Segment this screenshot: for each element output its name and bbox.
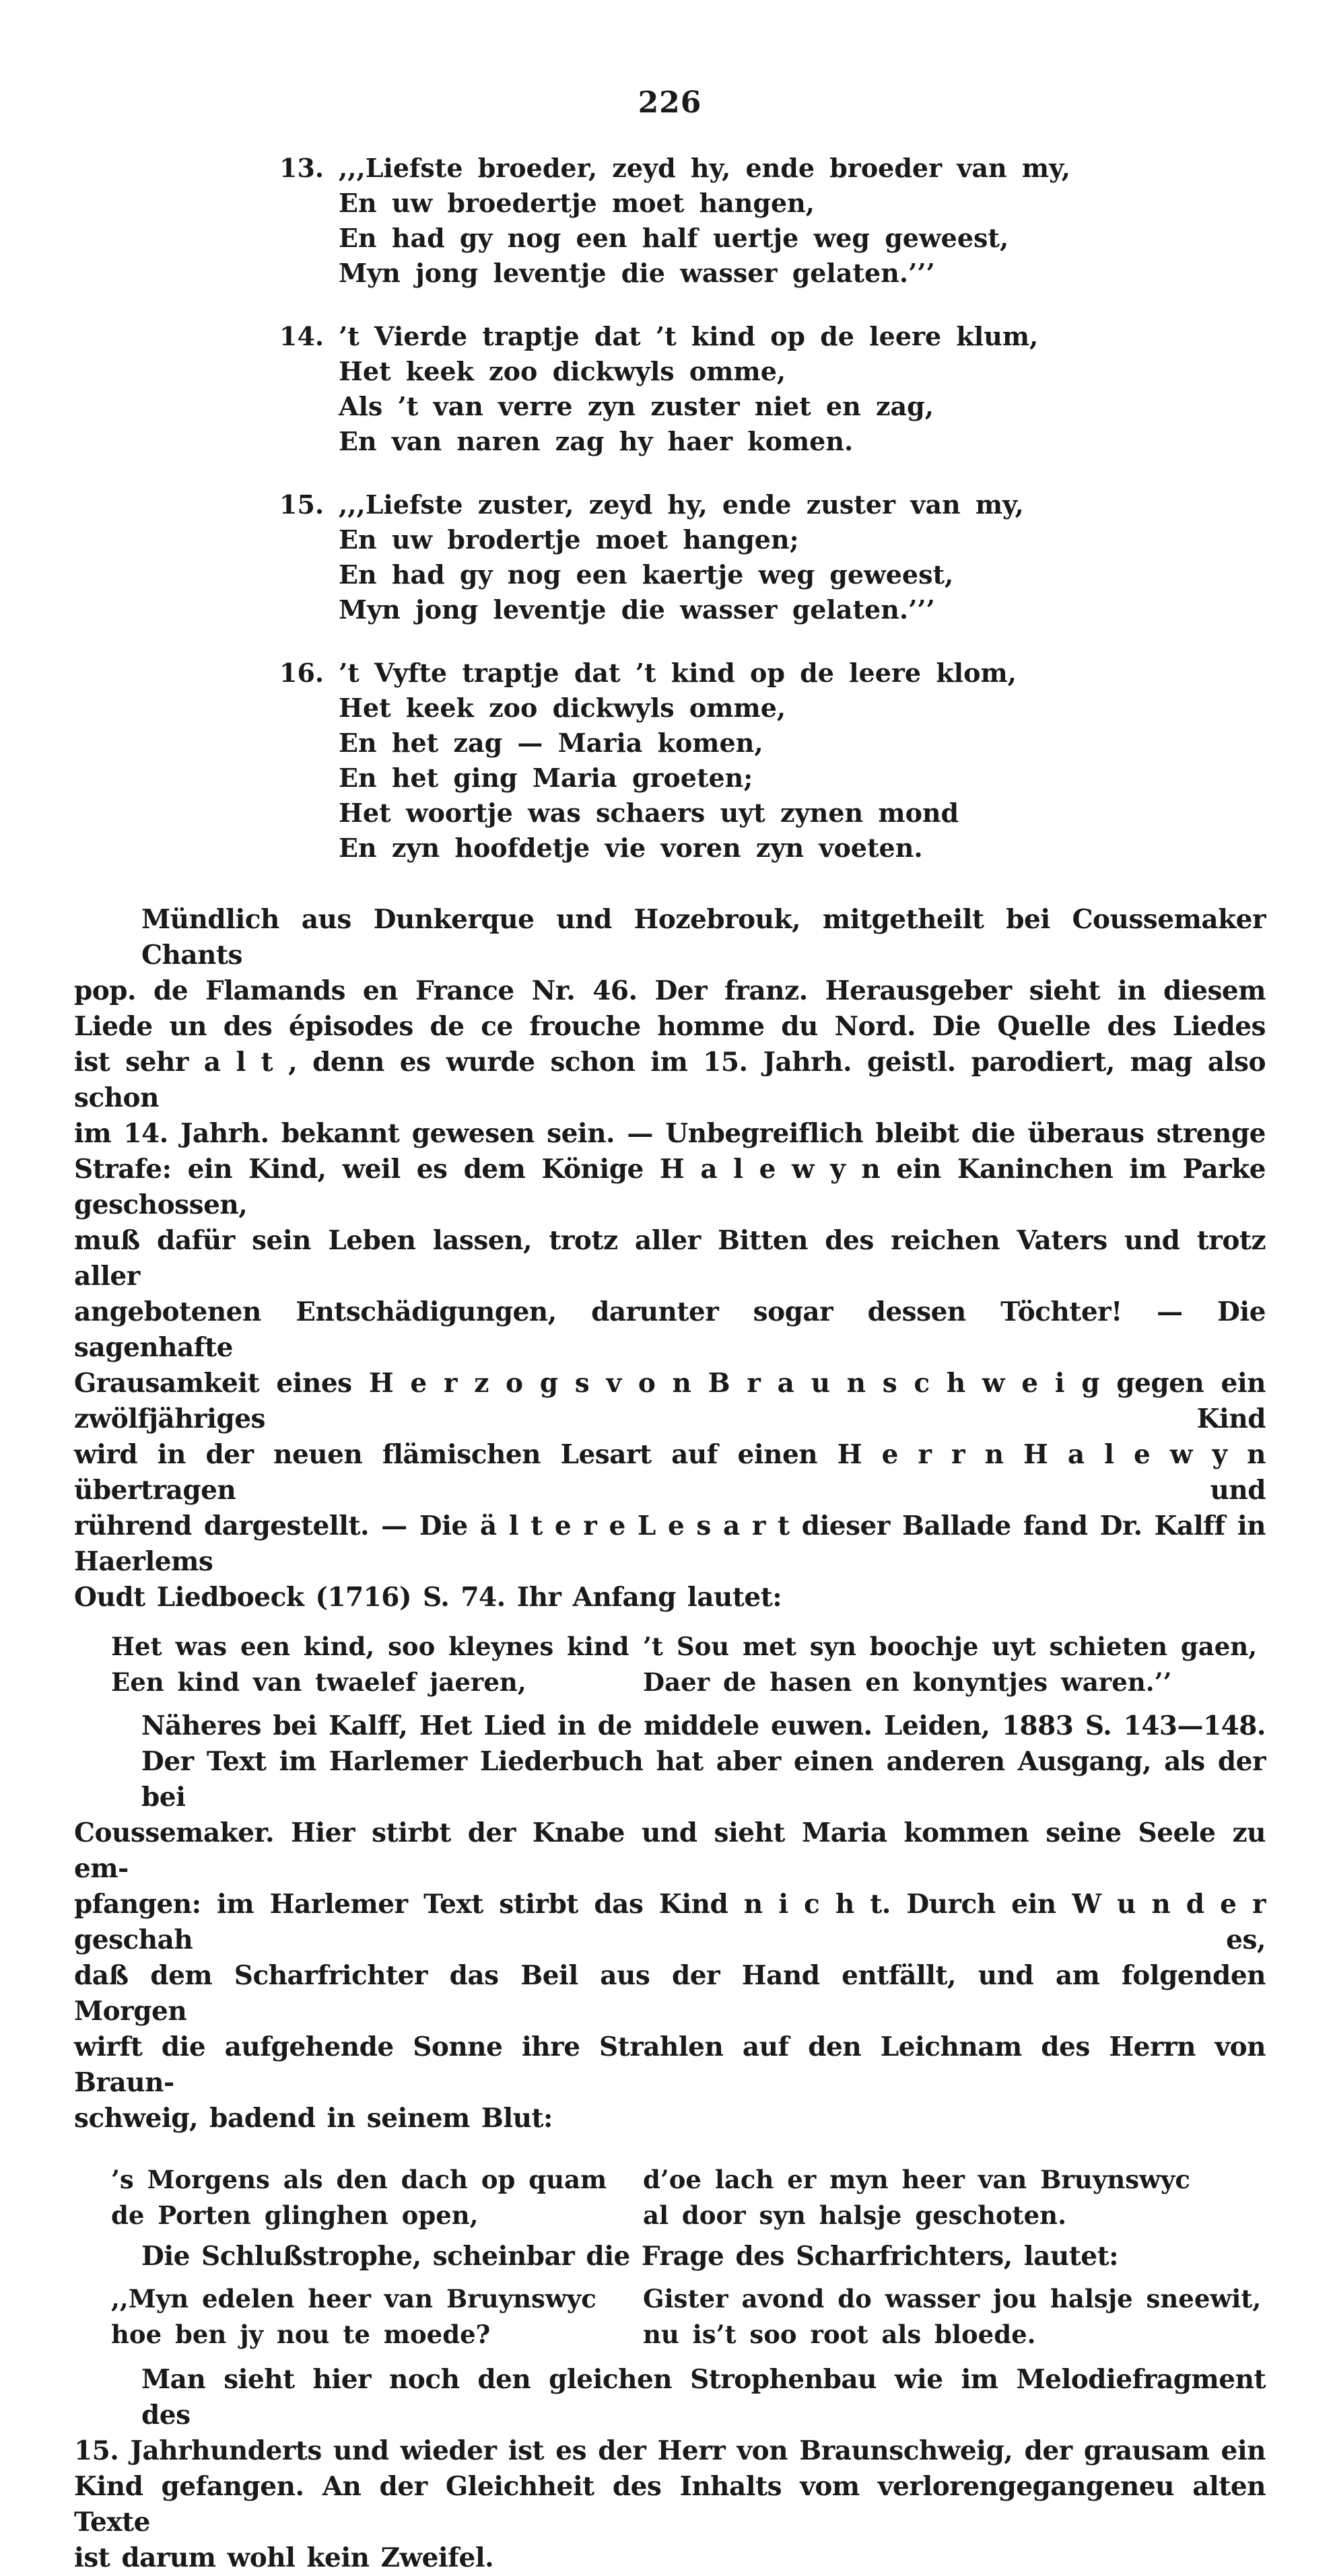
commentary-line: Oudt Liedboeck (1716) S. 74. Ihr Anfang lautet:	[74, 1582, 782, 1613]
verse-line: En uw broedertje moet hangen,	[339, 188, 815, 218]
quote-line: d’oe lach er myn heer van Bruynswyc	[643, 2165, 1190, 2194]
commentary-line: Kind gefangen. An der Gleichheit des Inhalts vom verlorengegangeneu alten Texte	[74, 2471, 1266, 2538]
verse-line: En het zag — Maria komen,	[339, 728, 763, 758]
verse-line: ,,,Liefste zuster, zeyd hy, ende zuster van my,	[339, 489, 1024, 520]
commentary-line: 15. Jahrhunderts und wieder ist es der Herr von Braunschweig, der grausam ein	[74, 2435, 1266, 2466]
quote-column-left	[74, 2281, 643, 2353]
commentary-line: Näheres bei Kalff, Het Lied in de middele euwen. Leiden, 1883 S. 143—148.	[141, 1710, 1266, 1741]
commentary-line: wird in der neuen flämischen Lesart auf einen H e r r n H a l e w y n übertragen und	[74, 1439, 1266, 1506]
verse-lines	[339, 151, 1266, 291]
verse-lines	[339, 487, 1266, 627]
verse-line: En het ging Maria groeten;	[339, 763, 753, 793]
verse-line: Het keek zoo dickwyls omme,	[339, 356, 786, 386]
quote-column-left	[74, 1629, 643, 1700]
commentary-line: pfangen: im Harlemer Text stirbt das Kind n i c h t. Durch ein W u n d e r geschah es,	[74, 1889, 1266, 1955]
verse-line: ’t Vyfte traptje dat ’t kind op de leere klom,	[339, 658, 1017, 688]
commentary-line: Die Schlußstrophe, scheinbar die Frage des Scharfrichters, lautet:	[141, 2241, 1118, 2272]
quote-line: de Porten glinghen open,	[111, 2200, 479, 2230]
quote-column-right	[643, 1629, 1266, 1700]
verse	[279, 487, 1266, 627]
verse-number: 14.	[279, 321, 324, 351]
quoted-couplet-1	[74, 1629, 1266, 1700]
quote-column-left	[74, 2162, 643, 2233]
quote-line: nu is’t soo root als bloede.	[643, 2320, 1036, 2349]
quoted-couplet-3	[74, 2281, 1266, 2353]
quote-line: hoe ben jy nou te moede?	[111, 2320, 491, 2349]
commentary-line: angebotenen Entschädigungen, darunter sogar dessen Töchter! — Die sagenhafte	[74, 1296, 1266, 1363]
verse-line: Myn jong leventje die wasser gelaten.’’’	[339, 594, 935, 625]
quote-line: al door syn halsje geschoten.	[643, 2200, 1066, 2230]
verse-line: En uw brodertje moet hangen;	[339, 524, 799, 555]
commentary-line: muß dafür sein Leben lassen, trotz aller Bitten des reichen Vaters und trotz aller	[74, 1225, 1266, 1292]
commentary-line: rührend dargestellt. — Die ä l t e r e L e s a r t dieser Ballade fand Dr. Kalff in Haerlems	[74, 1510, 1266, 1577]
verse-line: En van naren zag hy haer komen.	[339, 426, 854, 456]
commentary-line: daß dem Scharfrichter das Beil aus der Hand entfällt, und am folgenden Morgen	[74, 1960, 1266, 2027]
commentary-line: wirft die aufgehende Sonne ihre Strahlen auf den Leichnam des Herrn von Braun-	[74, 2031, 1266, 2098]
commentary-paragraph-3	[74, 2362, 1266, 2576]
quoted-couplet-2	[74, 2162, 1266, 2233]
quote-line: Daer de hasen en konyntjes waren.’’	[643, 1667, 1172, 1697]
quote-line: Een kind van twaelef jaeren,	[111, 1667, 526, 1697]
commentary-line: Man sieht hier noch den gleichen Strophenbau wie im Melodiefragment des	[141, 2364, 1266, 2431]
commentary-paragraph-1	[74, 902, 1266, 1615]
quote-line: Het was een kind, soo kleynes kind	[111, 1632, 629, 1661]
commentary-line: ist sehr a l t , denn es wurde schon im 15. Jahrh. geistl. parodiert, mag also schon	[74, 1047, 1266, 1113]
verse-number: 16.	[279, 658, 324, 688]
verse-section	[74, 151, 1266, 866]
verse	[279, 151, 1266, 291]
quote-line: ’s Morgens als den dach op quam	[111, 2165, 607, 2194]
verse-line: Als ’t van verre zyn zuster niet en zag,	[339, 391, 934, 421]
quote-line: ,,Myn edelen heer van Bruynswyc	[111, 2284, 596, 2313]
commentary-paragraph-2	[74, 1744, 1266, 2136]
page-number: 226	[638, 85, 702, 120]
kalff-note	[74, 1708, 1266, 1744]
quote-column-right	[643, 2281, 1266, 2353]
commentary-line: ist darum wohl kein Zweifel.	[74, 2542, 494, 2573]
commentary-line: Strafe: ein Kind, weil es dem Könige H a l e w y n ein Kaninchen im Parke geschossen,	[74, 1154, 1266, 1220]
verse-lines	[339, 319, 1266, 459]
verse-line: En had gy nog een half uertje weg geweest,	[339, 223, 1009, 253]
verse	[279, 656, 1266, 866]
commentary-line: Liede un des épisodes de ce frouche homme du Nord. Die Quelle des Liedes	[74, 1011, 1266, 1042]
commentary-line: pop. de Flamands en France Nr. 46. Der franz. Herausgeber sieht in diesem	[74, 975, 1266, 1006]
commentary-line: Coussemaker. Hier stirbt der Knabe und sieht Maria kommen seine Seele zu em-	[74, 1817, 1266, 1884]
commentary-line: schweig, badend in seinem Blut:	[74, 2103, 553, 2134]
verse-number: 15.	[279, 489, 324, 520]
verse-line: Het keek zoo dickwyls omme,	[339, 693, 786, 723]
schlussstrophe-note	[74, 2239, 1266, 2274]
verse-line: Het woortje was schaers uyt zynen mond	[339, 798, 959, 828]
commentary-line: im 14. Jahrh. bekannt gewesen sein. — Unbegreiflich bleibt die überaus strenge	[74, 1118, 1266, 1149]
verse-line: Myn jong leventje die wasser gelaten.’’’	[339, 258, 935, 288]
verse-number: 13.	[279, 153, 324, 183]
verse-lines	[339, 656, 1266, 866]
verse-line: En zyn hoofdetje vie voren zyn voeten.	[339, 833, 923, 863]
quote-column-right	[643, 2162, 1266, 2233]
commentary-line: Mündlich aus Dunkerque und Hozebrouk, mitgetheilt bei Coussemaker Chants	[141, 904, 1266, 971]
quote-line: ’t Sou met syn boochje uyt schieten gaen,	[643, 1632, 1258, 1661]
verse-line: En had gy nog een kaertje weg geweest,	[339, 559, 954, 590]
verse-line: ’t Vierde traptje dat ’t kind op de leere klum,	[339, 321, 1039, 351]
quote-line: Gister avond do wasser jou halsje sneewit,	[643, 2284, 1262, 2313]
verse	[279, 319, 1266, 459]
verse-line: ,,,Liefste broeder, zeyd hy, ende broeder van my,	[339, 153, 1070, 183]
commentary-line: Grausamkeit eines H e r z o g s v o n B r a u n s c h w e i g gegen ein zwölfjähriges Kind	[74, 1368, 1266, 1434]
commentary-line: Der Text im Harlemer Liederbuch hat aber einen anderen Ausgang, als der bei	[141, 1746, 1266, 1813]
